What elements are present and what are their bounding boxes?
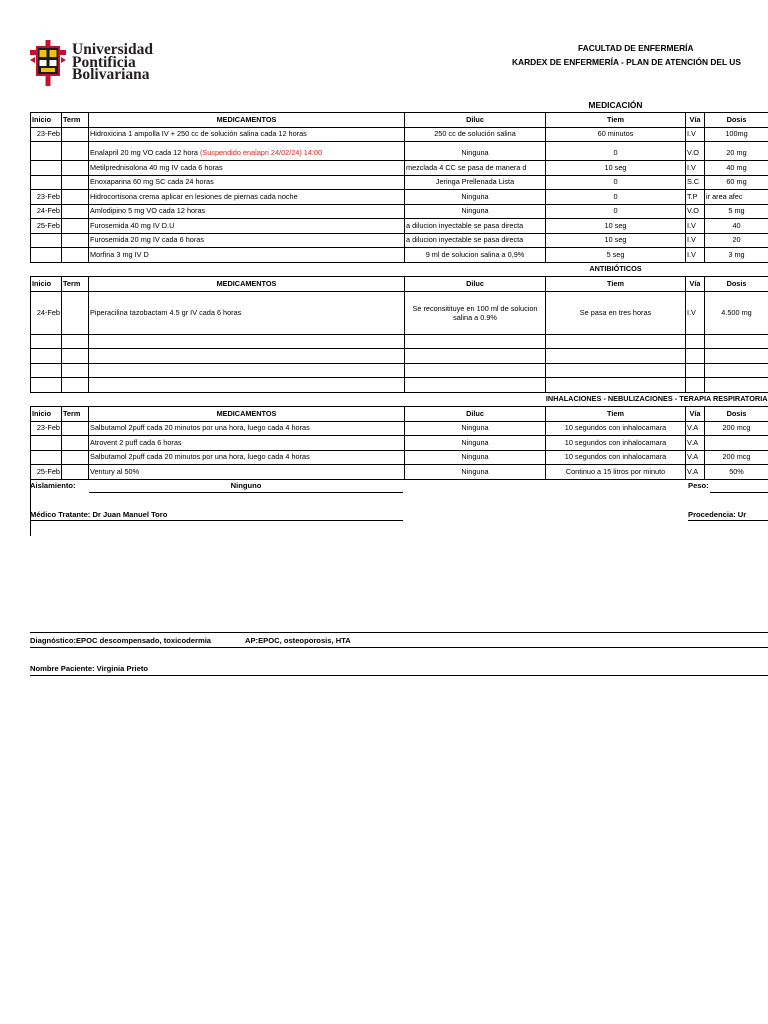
table-cell — [62, 450, 89, 465]
table-row — [31, 291, 768, 334]
table-cell — [31, 349, 62, 364]
university-logo — [30, 40, 160, 88]
table-cell — [62, 204, 89, 219]
table-cell: 23-Feb — [31, 127, 62, 142]
table-cell: 24-Feb — [31, 204, 62, 219]
table-cell — [62, 248, 89, 263]
table-cell: V.O — [686, 204, 705, 219]
table-cell: Morfina 3 mg IV D — [89, 248, 405, 263]
table-cell: 10 segundos con inhalocamara — [546, 421, 686, 436]
inhalaciones-header-row — [31, 407, 768, 422]
table-cell: S.C — [686, 175, 705, 190]
table-cell: Atrovent 2 puff cada 6 horas — [89, 436, 405, 451]
table-row — [31, 219, 768, 234]
table-cell — [686, 349, 705, 364]
table-cell: I.V — [686, 248, 705, 263]
medicacion-section-title: MEDICACIÓN — [588, 100, 643, 110]
table-cell — [62, 161, 89, 176]
nombre-paciente: Nombre Paciente: Virginia Prieto — [30, 664, 149, 673]
table-cell: Furosemida 20 mg IV cada 6 horas — [89, 233, 405, 248]
table-cell — [705, 436, 768, 451]
table-cell: 40 mg — [705, 161, 768, 176]
table-cell: Tiem — [546, 277, 686, 292]
table-cell: Enoxaparina 60 mg SC cada 24 horas — [89, 175, 405, 190]
logo-line-1: Universidad — [72, 41, 153, 58]
table-cell — [31, 436, 62, 451]
table-cell — [62, 465, 89, 480]
table-cell: V.A — [686, 450, 705, 465]
table-cell: a dilucion inyectable se pasa directa — [405, 233, 546, 248]
document-title: KARDEX DE ENFERMERÍA - PLAN DE ATENCIÓN DEL US — [512, 57, 741, 67]
table-cell: Piperacilina tazobactam 4.5 gr IV cada 6 horas — [89, 291, 405, 334]
table-cell — [31, 98, 546, 113]
procedencia: Procedencia: Ur — [688, 510, 747, 519]
medico-underline — [30, 520, 403, 521]
table-cell: 0 — [546, 142, 686, 161]
peso-label: Peso: — [688, 481, 709, 490]
logo-line-2: Pontificia — [72, 53, 136, 71]
table-cell: 25-Feb — [31, 465, 62, 480]
table-cell: Inicio — [31, 277, 62, 292]
table-cell: V.A — [686, 465, 705, 480]
table-cell — [31, 262, 546, 277]
table-cell: Tiem — [546, 407, 686, 422]
table-cell: a dilucion inyectable se pasa directa — [405, 219, 546, 234]
table-cell — [89, 378, 405, 393]
table-cell — [31, 378, 62, 393]
table-cell: 25-Feb — [31, 219, 62, 234]
table-cell: 0 — [546, 190, 686, 205]
table-cell: Ninguna — [405, 142, 546, 161]
table-cell: Term — [62, 407, 89, 422]
diagnostico-top-line — [30, 632, 768, 633]
university-name — [72, 41, 153, 83]
table-cell: 10 seg — [546, 219, 686, 234]
table-cell — [62, 175, 89, 190]
table-cell: I.V — [686, 219, 705, 234]
table-cell — [705, 378, 768, 393]
university-shield-icon — [30, 40, 66, 86]
table-cell: Ninguna — [405, 465, 546, 480]
table-cell: 23-Feb — [31, 421, 62, 436]
empty-row — [31, 378, 768, 393]
table-cell — [31, 450, 62, 465]
antibioticos-section-title: ANTIBIÓTICOS — [589, 264, 642, 274]
table-cell: I.V — [686, 161, 705, 176]
table-cell — [405, 363, 546, 378]
table-cell: 10 seg — [546, 233, 686, 248]
col-tiem: Tiem — [546, 113, 686, 128]
table-cell: 100mg — [705, 127, 768, 142]
table-cell: 24-Feb — [31, 291, 62, 334]
table-cell: Diluc — [405, 407, 546, 422]
table-cell — [405, 334, 546, 349]
table-cell: I.V — [686, 127, 705, 142]
table-cell: Term — [62, 277, 89, 292]
table-cell — [62, 421, 89, 436]
table-cell: 60 minutos — [546, 127, 686, 142]
table-row — [31, 450, 768, 465]
col-dosis: Dosis — [705, 113, 768, 128]
table-cell: Salbutamol 2puff cada 20 minutos por una hora, luego cada 4 horas — [89, 421, 405, 436]
table-cell — [31, 392, 405, 407]
table-cell: ir area afec — [705, 190, 768, 205]
table-cell: 50% — [705, 465, 768, 480]
col-medicamentos: MEDICAMENTOS — [89, 113, 405, 128]
table-cell: 5 seg — [546, 248, 686, 263]
table-cell: 20 — [705, 233, 768, 248]
table-cell: Furosemida 40 mg IV D.U — [89, 219, 405, 234]
procedencia-underline — [688, 520, 768, 521]
kardex-table — [30, 98, 768, 480]
col-via: Vía — [686, 113, 705, 128]
table-cell — [686, 98, 768, 113]
antecedentes: AP:EPOC, osteoporosis, HTA — [245, 636, 351, 645]
medicacion-header-row — [31, 113, 768, 128]
table-cell: mezclada 4 CC se pasa de manera d — [405, 161, 546, 176]
table-cell: 23-Feb — [31, 190, 62, 205]
table-cell: Vía — [686, 407, 705, 422]
table-cell: Enalapril 20 mg VO cada 12 hora (Suspendido enalapri 24/02/24) 14:00 — [89, 142, 405, 161]
table-cell: 40 — [705, 219, 768, 234]
table-cell: Ninguna — [405, 450, 546, 465]
table-cell — [89, 334, 405, 349]
table-cell: Jeringa Prellenada Lista — [405, 175, 546, 190]
table-row — [31, 421, 768, 436]
table-cell: Se pasa en tres horas — [546, 291, 686, 334]
table-cell — [31, 363, 62, 378]
table-row — [31, 436, 768, 451]
antibioticos-section-row — [31, 262, 768, 277]
table-cell: 5 mg — [705, 204, 768, 219]
left-border-line — [30, 480, 31, 536]
aislamiento-underline — [89, 492, 403, 493]
table-cell — [31, 248, 62, 263]
table-cell — [31, 161, 62, 176]
empty-row — [31, 349, 768, 364]
table-cell: Hidrocortisona crema aplicar en lesiones de piernas cada noche — [89, 190, 405, 205]
table-cell: MEDICAMENTOS — [89, 277, 405, 292]
table-cell — [62, 436, 89, 451]
table-cell — [62, 142, 89, 161]
table-cell — [705, 334, 768, 349]
table-cell: Ninguna — [405, 204, 546, 219]
table-cell — [62, 349, 89, 364]
inhalaciones-section-row — [31, 392, 768, 407]
medicacion-section-row — [31, 98, 768, 113]
table-cell: 0 — [546, 175, 686, 190]
table-cell: Ventury al 50% — [89, 465, 405, 480]
table-cell — [62, 291, 89, 334]
table-cell: V.A — [686, 436, 705, 451]
table-cell: 200 mcg — [705, 450, 768, 465]
table-cell — [89, 363, 405, 378]
suspended-note: (Suspendido enalapri 24/02/24) 14:00 — [199, 148, 323, 157]
table-cell: Ninguna — [405, 421, 546, 436]
table-cell — [31, 175, 62, 190]
table-cell — [62, 219, 89, 234]
medico-tratante: Médico Tratante: Dr Juan Manuel Toro — [30, 510, 168, 519]
table-row — [31, 204, 768, 219]
table-row — [31, 190, 768, 205]
table-cell — [405, 378, 546, 393]
empty-row — [31, 334, 768, 349]
table-cell: Amlodipino 5 mg VO cada 12 horas — [89, 204, 405, 219]
table-cell — [686, 262, 768, 277]
table-cell: 4.500 mg — [705, 291, 768, 334]
table-cell: 10 segundos con inhalocamara — [546, 450, 686, 465]
table-cell: Metilprednisolona 40 mg IV cada 6 horas — [89, 161, 405, 176]
table-cell — [686, 378, 705, 393]
table-cell: 200 mcg — [705, 421, 768, 436]
table-cell — [62, 233, 89, 248]
table-cell — [686, 363, 705, 378]
diagnostico: Diagnóstico:EPOC descompensado, toxicodermia — [30, 636, 212, 645]
table-cell: Se reconsitituye en 100 ml de solucion salina a 0.9% — [405, 291, 546, 334]
aislamiento-label: Aislamiento: — [30, 481, 76, 490]
table-cell: Vía — [686, 277, 705, 292]
col-inicio: Inicio — [31, 113, 62, 128]
table-row — [31, 161, 768, 176]
table-row — [31, 175, 768, 190]
table-cell — [705, 363, 768, 378]
col-term: Term — [62, 113, 89, 128]
table-cell — [546, 378, 686, 393]
table-cell: Dosis — [705, 407, 768, 422]
table-cell: Diluc — [405, 277, 546, 292]
peso-underline — [710, 492, 768, 493]
diagnostico-underline — [30, 647, 768, 648]
table-cell — [405, 349, 546, 364]
paciente-underline — [30, 675, 768, 676]
table-cell: Hidroxicina 1 ampolla IV + 250 cc de solución salina cada 12 horas — [89, 127, 405, 142]
table-cell: 60 mg — [705, 175, 768, 190]
table-cell — [62, 363, 89, 378]
faculty-title: FACULTAD DE ENFERMERÍA — [578, 43, 694, 53]
table-cell: Ninguna — [405, 190, 546, 205]
table-cell — [62, 127, 89, 142]
kardex-sheet — [30, 98, 768, 480]
table-cell — [686, 334, 705, 349]
logo-line-3: Bolivariana — [72, 66, 150, 83]
table-cell: Dosis — [705, 277, 768, 292]
table-cell — [62, 378, 89, 393]
table-cell: Ninguna — [405, 436, 546, 451]
table-cell — [89, 349, 405, 364]
table-cell: 10 seg — [546, 161, 686, 176]
table-cell: I.V — [686, 291, 705, 334]
table-cell: 20 mg — [705, 142, 768, 161]
table-cell: Inicio — [31, 407, 62, 422]
table-cell — [31, 233, 62, 248]
table-cell: 250 cc de solución salina — [405, 127, 546, 142]
antibioticos-header-row — [31, 277, 768, 292]
table-row — [31, 465, 768, 480]
table-cell — [546, 349, 686, 364]
table-cell: 9 ml de solucion salina a 0,9% — [405, 248, 546, 263]
aislamiento-value: Ninguno — [230, 481, 262, 490]
table-cell: Salbutamol 2puff cada 20 minutos por una hora, luego cada 4 horas — [89, 450, 405, 465]
table-cell — [546, 334, 686, 349]
table-cell — [31, 334, 62, 349]
table-cell — [31, 142, 62, 161]
empty-row — [31, 363, 768, 378]
table-cell — [705, 349, 768, 364]
col-diluc: Diluc — [405, 113, 546, 128]
table-row — [31, 248, 768, 263]
table-cell: Continuo a 15 litros por minuto — [546, 465, 686, 480]
table-cell — [62, 334, 89, 349]
table-cell: MEDICAMENTOS — [89, 407, 405, 422]
table-cell: 10 segundos con inhalocamara — [546, 436, 686, 451]
table-cell: 3 mg — [705, 248, 768, 263]
table-cell: 0 — [546, 204, 686, 219]
table-cell: I.V — [686, 233, 705, 248]
table-cell — [62, 190, 89, 205]
table-cell: T.P — [686, 190, 705, 205]
table-row — [31, 142, 768, 161]
table-cell — [546, 363, 686, 378]
table-cell: V.A — [686, 421, 705, 436]
table-cell: V.O — [686, 142, 705, 161]
table-row — [31, 127, 768, 142]
table-row — [31, 233, 768, 248]
inhalaciones-section-title: INHALACIONES - NEBULIZACIONES - TERAPIA RESPIRATORIA — [545, 394, 768, 404]
